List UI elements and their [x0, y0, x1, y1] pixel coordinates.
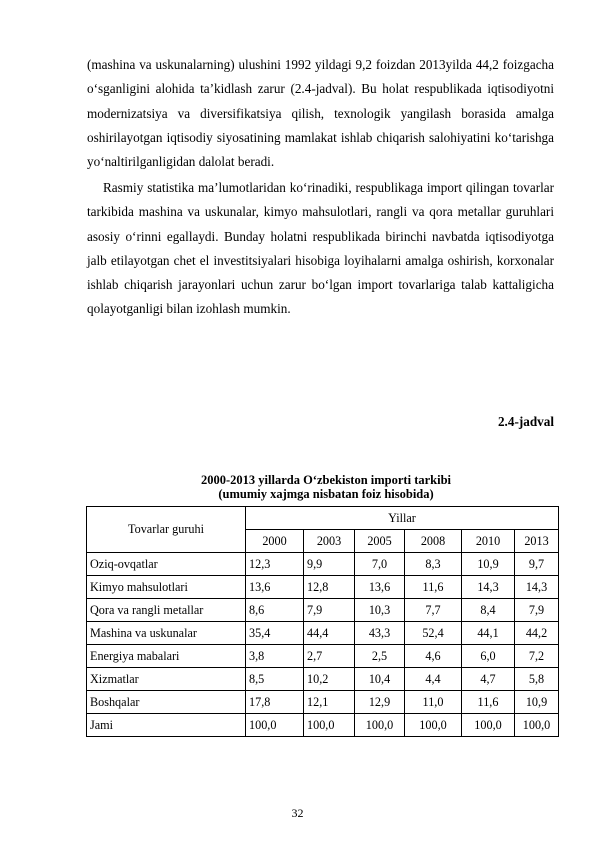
table-cell: 52,4 [405, 622, 462, 645]
table-cell: 43,3 [355, 622, 405, 645]
table-row [87, 622, 559, 645]
table-cell: 44,4 [304, 622, 355, 645]
table-cell: 13,6 [355, 576, 405, 599]
table-cell: 9,9 [304, 553, 355, 576]
table-row [87, 553, 559, 576]
row-label: Mashina va uskunalar [87, 622, 246, 645]
table-label: 2.4-jadval [497, 414, 554, 429]
table-cell: 11,6 [462, 691, 515, 714]
row-label: Boshqalar [87, 691, 246, 714]
table-row [87, 691, 559, 714]
row-label: Jami [87, 714, 246, 737]
table-row [87, 645, 559, 668]
table-cell: 8,6 [246, 599, 304, 622]
table-cell: 100,0 [405, 714, 462, 737]
table-cell: 14,3 [462, 576, 515, 599]
table-cell: 7,2 [515, 645, 559, 668]
table-row [87, 668, 559, 691]
paragraph-1: (mashina va uskunalarning) ulushini 1992 yildagi 9,2 foizdan 2013yilda 44,2 foizgacha o‘sganligini alohida ta’kidlash zarur (2.4-jadval). Bu holat respublikada iqtisodiyotni modernizatsiya va diversifikatsiya qilish, texnologik yangilash borasida amalga oshirilayotgan iqtisodiy siyosatining mamlakat ishlab chiqarish salohiyatini ko‘tarishga yo‘naltirilganligidan dalolat beradi. [87, 57, 554, 170]
row-label: Energiya mabalari [87, 645, 246, 668]
row-label: Oziq-ovqatlar [87, 553, 246, 576]
table-cell: 11,0 [405, 691, 462, 714]
table-cell: 10,2 [304, 668, 355, 691]
table-cell: 8,4 [462, 599, 515, 622]
table-header-row [87, 507, 559, 530]
table-cell: 10,9 [462, 553, 515, 576]
table-caption [87, 473, 565, 501]
table-cell: 100,0 [304, 714, 355, 737]
table-cell: 5,8 [515, 668, 559, 691]
table-cell: 100,0 [246, 714, 304, 737]
table-cell: 11,6 [405, 576, 462, 599]
table-cell: 100,0 [462, 714, 515, 737]
year-header: 2013 [515, 530, 559, 553]
paragraph-2: Rasmiy statistika ma’lumotlaridan ko‘rinadiki, respublikaga import qilingan tovarlar tarkibida mashina va uskunalar, kimyo mahsulotlari, rangli va qora metallar guruhlari asosiy o‘rinni egallaydi. Bunday holatni respublikada birinchi navbatda iqtisodiyotga jalb etilayotgan chet el investitsiyalari hisobiga loyihalarni amalga oshirish, korxonalar ishlab chiqarish jarayonlari uchun zarur bo‘lgan import tovarlariga talab kattaligicha qolayotganligi bilan izohlash mumkin. [87, 180, 554, 317]
table-cell: 100,0 [515, 714, 559, 737]
table-cell: 9,7 [515, 553, 559, 576]
table-cell: 6,0 [462, 645, 515, 668]
table-subtitle: (umumiy xajmga nisbatan foiz hisobida) [218, 487, 434, 501]
table-cell: 8,3 [405, 553, 462, 576]
table-row [87, 576, 559, 599]
table-cell: 3,8 [246, 645, 304, 668]
table-cell: 8,5 [246, 668, 304, 691]
table-cell: 4,6 [405, 645, 462, 668]
page-number: 32 [291, 806, 304, 820]
table-row [87, 714, 559, 737]
table-cell: 12,3 [246, 553, 304, 576]
table-cell: 12,8 [304, 576, 355, 599]
row-label: Qora va rangli metallar [87, 599, 246, 622]
table-cell: 12,1 [304, 691, 355, 714]
table-cell: 2,7 [304, 645, 355, 668]
table-cell: 10,9 [515, 691, 559, 714]
table-cell: 17,8 [246, 691, 304, 714]
year-header: 2000 [246, 530, 304, 553]
table-cell: 7,9 [515, 599, 559, 622]
table-cell: 14,3 [515, 576, 559, 599]
table-title: 2000-2013 yillarda O‘zbekiston importi tarkibi [201, 473, 451, 487]
table-cell: 10,4 [355, 668, 405, 691]
table-cell: 35,4 [246, 622, 304, 645]
table-cell: 12,9 [355, 691, 405, 714]
table-cell: 7,7 [405, 599, 462, 622]
table-cell: 44,1 [462, 622, 515, 645]
table-cell: 13,6 [246, 576, 304, 599]
year-header: 2010 [462, 530, 515, 553]
row-label: Kimyo mahsulotlari [87, 576, 246, 599]
import-structure-table [86, 506, 559, 737]
table-cell: 44,2 [515, 622, 559, 645]
table-cell: 10,3 [355, 599, 405, 622]
table-cell: 4,4 [405, 668, 462, 691]
table-cell: 100,0 [355, 714, 405, 737]
year-header: 2003 [304, 530, 355, 553]
row-label: Xizmatlar [87, 668, 246, 691]
table-row [87, 599, 559, 622]
table-cell: 7,9 [304, 599, 355, 622]
year-header: 2008 [405, 530, 462, 553]
years-group-header: Yillar [246, 507, 559, 530]
table-cell: 7,0 [355, 553, 405, 576]
table-cell: 4,7 [462, 668, 515, 691]
table-body [87, 553, 559, 737]
table-cell: 2,5 [355, 645, 405, 668]
row-header-cell: Tovarlar guruhi [87, 507, 246, 553]
year-header: 2005 [355, 530, 405, 553]
